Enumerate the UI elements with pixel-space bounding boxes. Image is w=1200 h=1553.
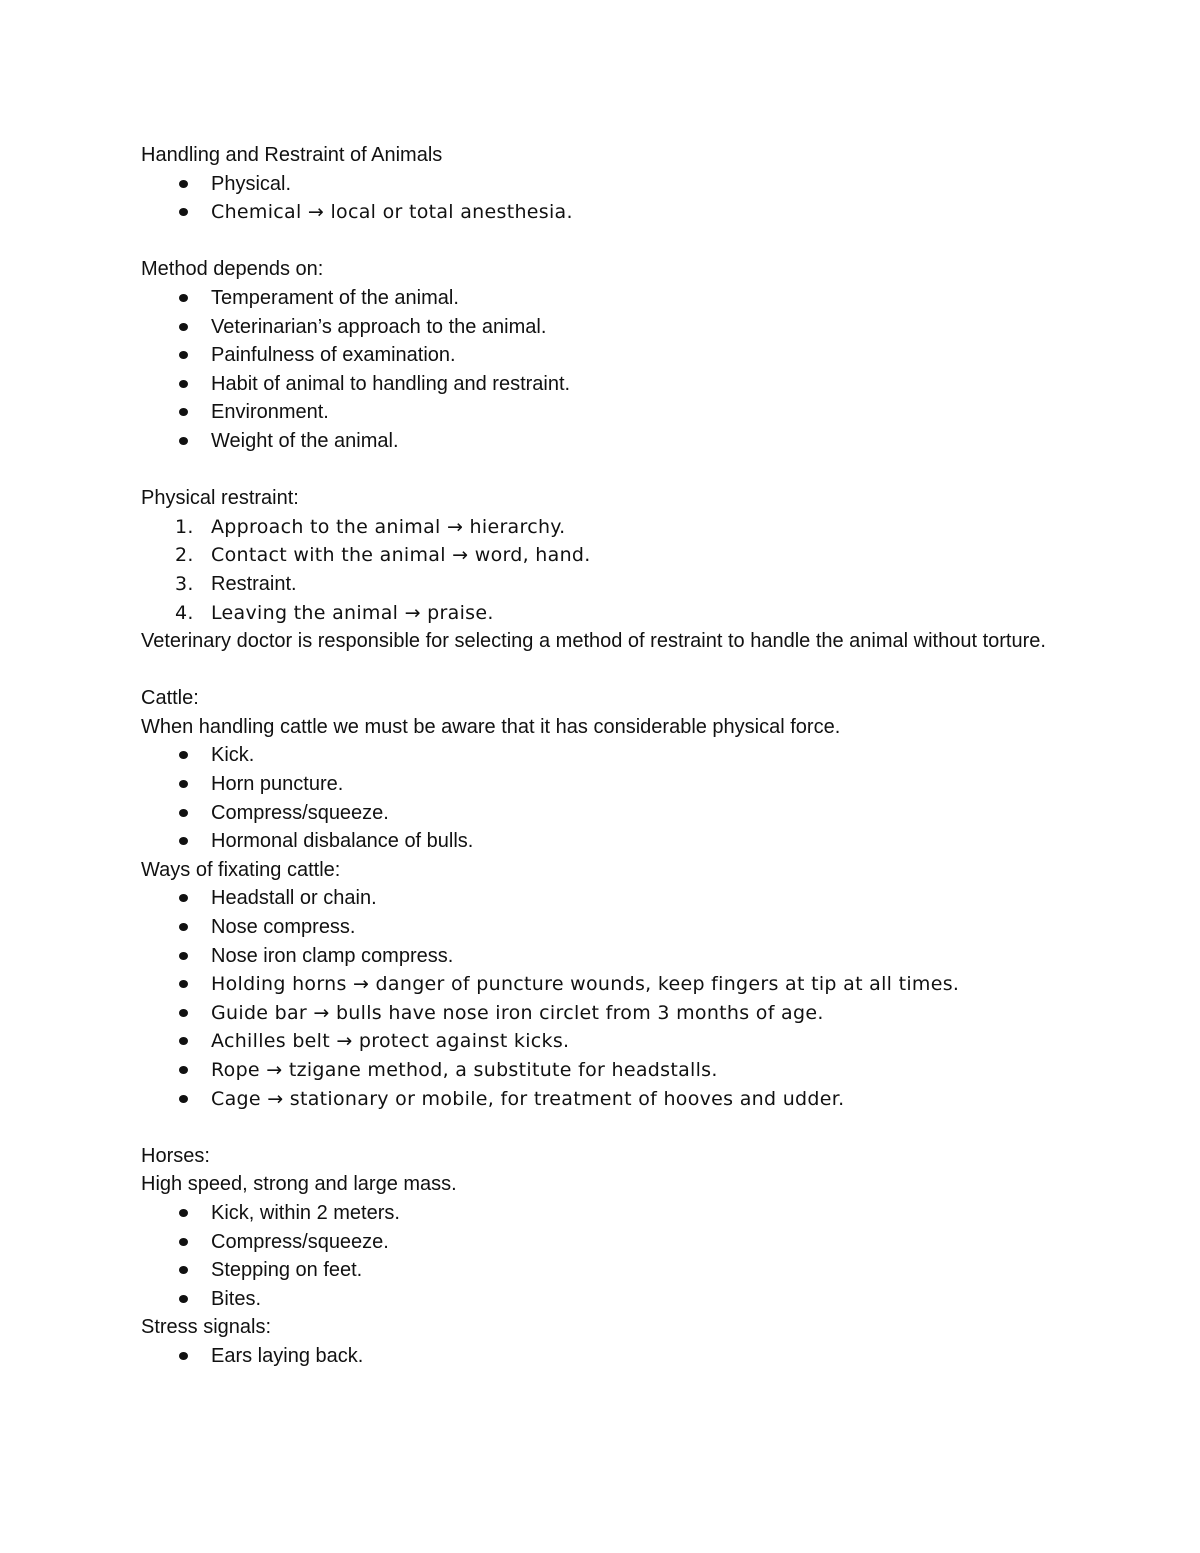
list-item-text: Kick, within 2 meters. <box>211 1201 400 1224</box>
spacer <box>141 656 1071 685</box>
list-item-text: Compress/squeeze. <box>211 1230 389 1253</box>
horses-intro: High speed, strong and large mass. <box>141 1173 457 1196</box>
list-item-text: Ears laying back. <box>211 1344 364 1367</box>
list-item-text: Veterinarian’s approach to the animal. <box>211 315 547 338</box>
list-item-text: Holding horns → danger of puncture wounds, keep fingers at tip at all times. <box>211 973 960 996</box>
stress-signals-list <box>141 1342 1071 1371</box>
list-item-text: Painfulness of examination. <box>211 344 456 367</box>
bullet-icon <box>179 180 188 188</box>
step-number: 2. <box>175 544 194 567</box>
list-item <box>141 970 1071 999</box>
list-item <box>141 770 1071 799</box>
bullet-icon <box>179 437 188 445</box>
list-item <box>141 1285 1071 1314</box>
list-item-text: Nose compress. <box>211 916 356 939</box>
list-item <box>141 1342 1071 1371</box>
bullet-icon <box>179 837 188 845</box>
cattle-intro: When handling cattle we must be aware that it has considerable physical force. <box>141 715 841 738</box>
horses-label: Horses: <box>141 1144 210 1167</box>
bullet-icon <box>179 1238 188 1246</box>
list-item-text: Achilles belt → protect against kicks. <box>211 1030 570 1053</box>
list-item-text: Temperament of the animal. <box>211 286 459 309</box>
spacer <box>141 1113 1071 1142</box>
list-item-text: Chemical → local or total anesthesia. <box>211 201 573 224</box>
list-item-text: Physical. <box>211 172 292 195</box>
list-item <box>141 198 1071 227</box>
bullet-icon <box>179 1095 188 1103</box>
list-item <box>141 942 1071 971</box>
bullet-icon <box>179 208 188 216</box>
bullet-icon <box>179 780 188 788</box>
step-number: 1. <box>175 515 194 538</box>
step-number: 4. <box>175 601 194 624</box>
list-item <box>141 541 1071 570</box>
list-item <box>141 1056 1071 1085</box>
bullet-icon <box>179 408 188 416</box>
list-item <box>141 341 1071 370</box>
list-item <box>141 513 1071 542</box>
bullet-icon <box>179 980 188 988</box>
list-item-text: Approach to the animal → hierarchy. <box>211 515 566 538</box>
bullet-icon <box>179 923 188 931</box>
list-item <box>141 1027 1071 1056</box>
list-item-text: Bites. <box>211 1287 262 1310</box>
bullet-icon <box>179 323 188 331</box>
list-item-text: Compress/squeeze. <box>211 801 389 824</box>
bullet-icon <box>179 1209 188 1217</box>
responsibility-note: Veterinary doctor is responsible for selecting a method of restraint to handle the animal without torture. <box>141 630 1046 653</box>
bullet-icon <box>179 1295 188 1303</box>
list-item-text: Stepping on feet. <box>211 1259 363 1282</box>
list-item <box>141 170 1071 199</box>
list-item <box>141 1085 1071 1114</box>
list-item-text: Rope → tzigane method, a substitute for headstalls. <box>211 1059 718 1081</box>
restraint-types-list <box>141 170 1071 227</box>
list-item-text: Habit of animal to handling and restraint. <box>211 372 571 395</box>
list-item-text: Weight of the animal. <box>211 429 399 452</box>
list-item-text: Leaving the animal → praise. <box>211 601 494 624</box>
list-item <box>141 370 1071 399</box>
cattle-fixating-label: Ways of fixating cattle: <box>141 858 341 881</box>
list-item <box>141 1228 1071 1257</box>
list-item <box>141 570 1071 599</box>
bullet-icon <box>179 751 188 759</box>
list-item <box>141 1256 1071 1285</box>
bullet-icon <box>179 809 188 817</box>
list-item-text: Restraint. <box>211 572 297 595</box>
list-item-text: Horn puncture. <box>211 773 344 796</box>
bullet-icon <box>179 380 188 388</box>
list-item-text: Nose iron clamp compress. <box>211 944 454 967</box>
spacer <box>141 456 1071 485</box>
bullet-icon <box>179 1066 188 1074</box>
list-item-text: Kick. <box>211 744 255 767</box>
bullet-icon <box>179 1352 188 1360</box>
bullet-icon <box>179 952 188 960</box>
cattle-dangers-list <box>141 741 1071 855</box>
bullet-icon <box>179 894 188 902</box>
cattle-label: Cattle: <box>141 687 199 710</box>
list-item <box>141 313 1071 342</box>
list-item-text: Environment. <box>211 401 329 424</box>
list-item <box>141 284 1071 313</box>
list-item <box>141 398 1071 427</box>
list-item <box>141 884 1071 913</box>
list-item-text: Cage → stationary or mobile, for treatment of hooves and udder. <box>211 1087 845 1110</box>
stress-signals-label: Stress signals: <box>141 1316 272 1339</box>
bullet-icon <box>179 1037 188 1045</box>
method-depends-label: Method depends on: <box>141 258 324 281</box>
list-item <box>141 799 1071 828</box>
horses-dangers-list <box>141 1199 1071 1313</box>
list-item-text: Hormonal disbalance of bulls. <box>211 830 474 853</box>
physical-steps-list <box>141 513 1071 627</box>
list-item <box>141 827 1071 856</box>
list-item <box>141 1199 1071 1228</box>
list-item <box>141 741 1071 770</box>
list-item-text: Contact with the animal → word, hand. <box>211 544 591 567</box>
bullet-icon <box>179 1266 188 1274</box>
list-item-text: Guide bar → bulls have nose iron circlet from 3 months of age. <box>211 1001 824 1024</box>
document-page <box>141 141 1071 1371</box>
list-item <box>141 599 1071 628</box>
list-item <box>141 999 1071 1028</box>
list-item <box>141 427 1071 456</box>
list-item-text: Headstall or chain. <box>211 887 377 910</box>
page-heading: Handling and Restraint of Animals <box>141 144 443 166</box>
bullet-icon <box>179 1009 188 1017</box>
list-item <box>141 913 1071 942</box>
cattle-fixating-list <box>141 884 1071 1113</box>
method-depends-list <box>141 284 1071 456</box>
bullet-icon <box>179 294 188 302</box>
physical-restraint-label: Physical restraint: <box>141 487 299 510</box>
step-number: 3. <box>175 572 194 595</box>
bullet-icon <box>179 351 188 359</box>
spacer <box>141 227 1071 256</box>
